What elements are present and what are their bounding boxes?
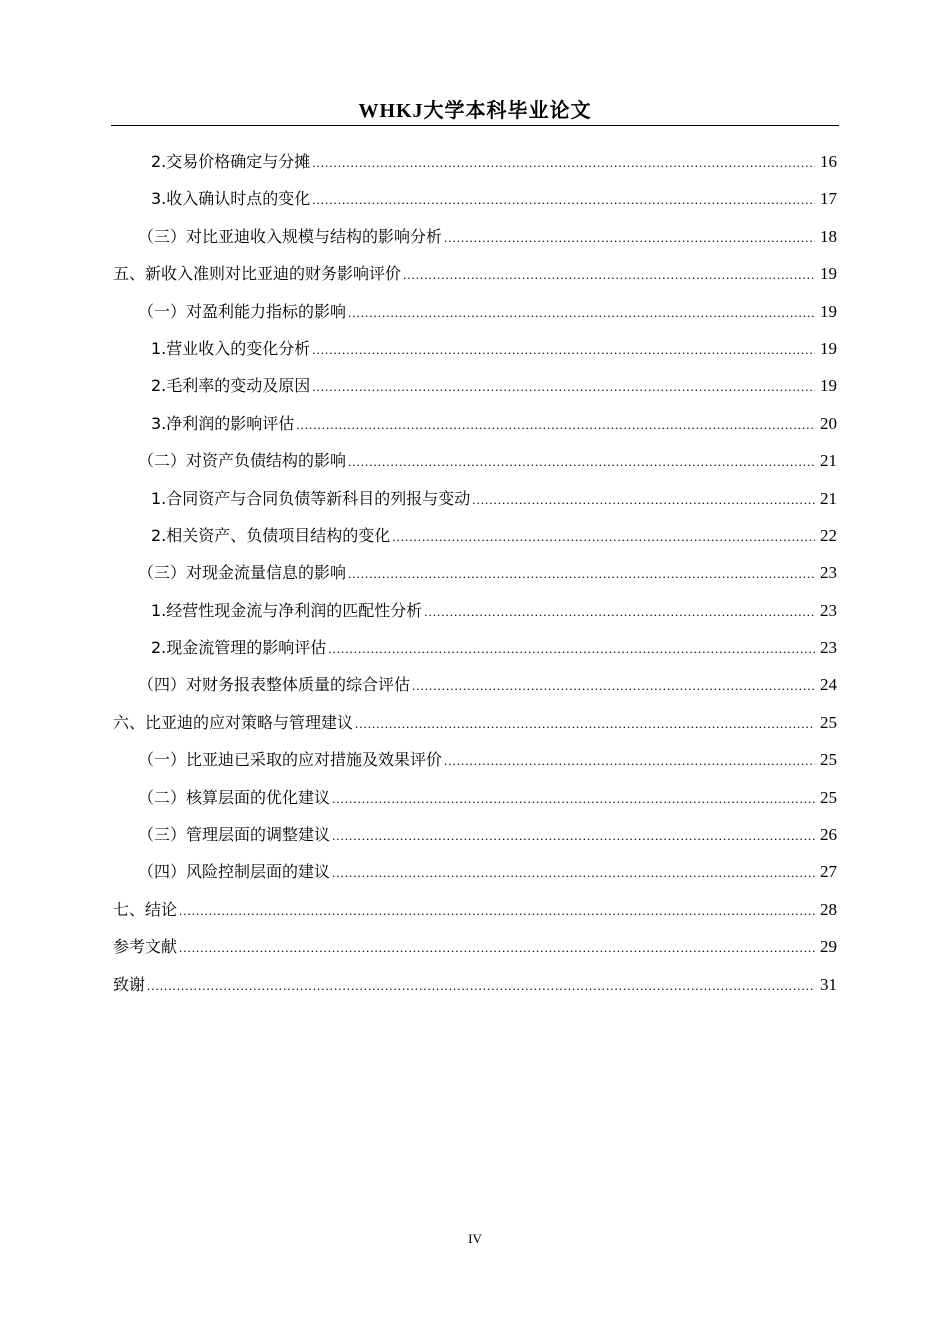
document-header-title: WHKJ大学本科毕业论文 xyxy=(358,100,592,122)
toc-entry-page: 25 xyxy=(820,750,837,770)
toc-entry-title: 六、比亚迪的应对策略与管理建议 xyxy=(113,712,354,732)
toc-entry-title: 2.毛利率的变动及原因 xyxy=(151,376,311,396)
toc-entry[interactable] xyxy=(113,629,837,666)
toc-entry-title: 3.收入确认时点的变化 xyxy=(151,189,311,209)
toc-entry-title: 3.净利润的影响评估 xyxy=(151,413,295,433)
toc-entry[interactable] xyxy=(113,554,837,591)
toc-leader-dots xyxy=(348,555,815,592)
toc-entry[interactable] xyxy=(113,480,837,517)
toc-entry[interactable] xyxy=(113,367,837,404)
toc-entry-title: 参考文献 xyxy=(113,937,178,957)
toc-entry-title: （三）管理层面的调整建议 xyxy=(138,825,331,845)
toc-leader-dots xyxy=(332,780,815,817)
toc-entry-title: 2.现金流管理的影响评估 xyxy=(151,638,327,658)
toc-entry-title: （一）对盈利能力指标的影响 xyxy=(138,301,347,321)
toc-leader-dots xyxy=(403,256,815,293)
toc-entry-title: （三）对现金流量信息的影响 xyxy=(138,563,347,583)
toc-leader-dots xyxy=(412,667,815,704)
toc-entry-page: 25 xyxy=(820,712,837,732)
toc-leader-dots xyxy=(147,967,815,1004)
toc-entry-title: 2.交易价格确定与分摊 xyxy=(151,152,311,171)
toc-entry-title: 1.营业收入的变化分析 xyxy=(151,338,311,358)
toc-entry-page: 27 xyxy=(820,862,837,882)
toc-entry-title: 五、新收入准则对比亚迪的财务影响评价 xyxy=(113,264,402,284)
toc-entry[interactable] xyxy=(113,143,837,180)
toc-entry-page: 29 xyxy=(820,937,837,957)
toc-entry[interactable] xyxy=(113,891,837,928)
toc-entry-page: 19 xyxy=(820,301,837,321)
toc-entry-page: 18 xyxy=(820,226,837,246)
toc-entry[interactable] xyxy=(113,779,837,816)
toc-entry-title: 1.经营性现金流与净利润的匹配性分析 xyxy=(151,600,423,620)
toc-leader-dots xyxy=(328,630,815,667)
table-of-contents xyxy=(113,143,837,1003)
toc-leader-dots xyxy=(472,481,815,518)
toc-entry[interactable] xyxy=(113,592,837,629)
toc-entry[interactable] xyxy=(113,293,837,330)
header-divider xyxy=(111,125,839,126)
toc-leader-dots xyxy=(332,854,815,891)
toc-entry[interactable] xyxy=(113,517,837,554)
toc-entry-page: 31 xyxy=(820,974,837,994)
toc-entry[interactable] xyxy=(113,666,837,703)
toc-entry-title: 七、结论 xyxy=(113,899,178,919)
toc-entry-page: 21 xyxy=(820,451,837,471)
toc-entry-page: 25 xyxy=(820,787,837,807)
toc-leader-dots xyxy=(355,705,815,742)
toc-entry[interactable] xyxy=(113,218,837,255)
toc-leader-dots xyxy=(424,593,815,630)
toc-leader-dots xyxy=(392,518,815,555)
toc-entry[interactable] xyxy=(113,816,837,853)
toc-leader-dots xyxy=(348,443,815,480)
toc-entry[interactable] xyxy=(113,853,837,890)
toc-leader-dots xyxy=(312,331,815,368)
toc-leader-dots xyxy=(312,368,815,405)
toc-entry[interactable] xyxy=(113,928,837,965)
toc-entry-title: （三）对比亚迪收入规模与结构的影响分析 xyxy=(138,226,443,246)
toc-entry-page: 19 xyxy=(820,264,837,284)
toc-entry-page: 20 xyxy=(820,413,837,433)
toc-entry-title: （一）比亚迪已采取的应对措施及效果评价 xyxy=(138,750,443,770)
toc-entry-page: 16 xyxy=(820,152,837,171)
toc-leader-dots xyxy=(332,817,815,854)
toc-entry-page: 23 xyxy=(820,638,837,658)
toc-entry-title: 1.合同资产与合同负债等新科目的列报与变动 xyxy=(151,488,471,508)
toc-entry[interactable] xyxy=(113,966,837,1003)
toc-entry[interactable] xyxy=(113,180,837,217)
toc-entry-title: 致谢 xyxy=(113,974,146,994)
toc-entry-page: 22 xyxy=(820,525,837,545)
toc-entry-page: 17 xyxy=(820,189,837,209)
toc-entry-page: 23 xyxy=(820,600,837,620)
toc-entry[interactable] xyxy=(113,330,837,367)
toc-entry-page: 23 xyxy=(820,563,837,583)
toc-entry[interactable] xyxy=(113,704,837,741)
toc-entry-title: （四）风险控制层面的建议 xyxy=(138,862,331,882)
toc-leader-dots xyxy=(348,294,815,331)
toc-entry-page: 24 xyxy=(820,675,837,695)
toc-entry-page: 19 xyxy=(820,376,837,396)
toc-entry-page: 28 xyxy=(820,899,837,919)
toc-entry-page: 21 xyxy=(820,488,837,508)
toc-leader-dots xyxy=(312,144,815,181)
toc-leader-dots xyxy=(312,181,815,218)
toc-entry[interactable] xyxy=(113,255,837,292)
toc-leader-dots xyxy=(179,892,815,929)
toc-entry-title: 2.相关资产、负债项目结构的变化 xyxy=(151,525,391,545)
toc-entry-title: （四）对财务报表整体质量的综合评估 xyxy=(138,675,411,695)
toc-leader-dots xyxy=(444,742,815,779)
toc-leader-dots xyxy=(296,406,815,443)
toc-leader-dots xyxy=(444,219,815,256)
toc-entry-page: 19 xyxy=(820,338,837,358)
toc-entry[interactable] xyxy=(113,405,837,442)
toc-entry[interactable] xyxy=(113,741,837,778)
toc-entry-page: 26 xyxy=(820,825,837,845)
toc-entry-title: （二）对资产负债结构的影响 xyxy=(138,451,347,471)
toc-entry-title: （二）核算层面的优化建议 xyxy=(138,787,331,807)
toc-leader-dots xyxy=(179,929,815,966)
page-number: IV xyxy=(468,1231,482,1246)
toc-entry[interactable] xyxy=(113,442,837,479)
